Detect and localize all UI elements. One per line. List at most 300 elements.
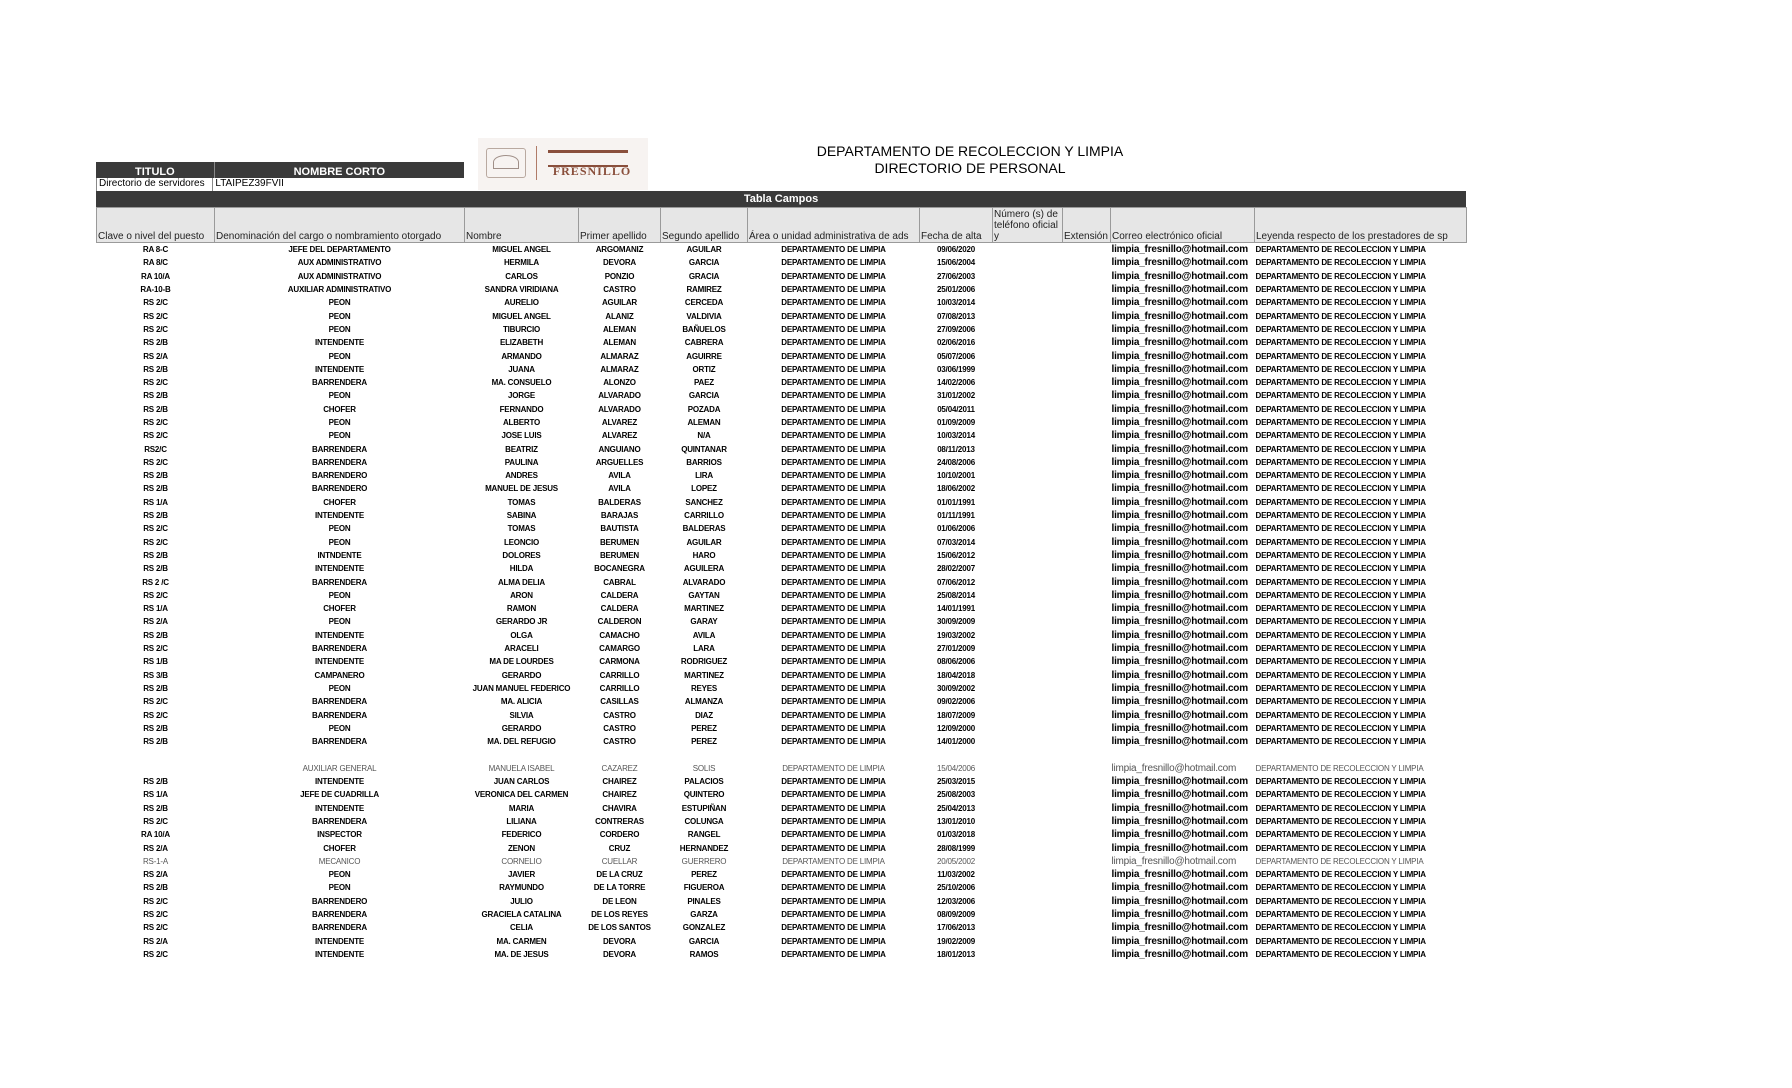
table-row: [97, 695, 1467, 708]
table-cell: 07/03/2014: [936, 537, 976, 547]
table-cell: MA. CONSUELO: [491, 378, 552, 388]
table-cell: limpia_fresnillo@hotmail.com: [1111, 576, 1248, 588]
table-cell: CASTRO: [603, 737, 636, 747]
table-cell: CASTRO: [603, 710, 636, 720]
table-cell: SANDRA VIRIDIANA: [484, 285, 559, 295]
table-cell: [1063, 549, 1111, 562]
table-cell: CHOFER: [323, 497, 356, 507]
table-cell: DEPARTAMENTO DE LIMPIA: [781, 271, 886, 281]
table-cell: AVILA: [608, 471, 631, 481]
table-cell: CALDERA: [600, 590, 639, 600]
table-cell: DEPARTAMENTO DE LIMPIA: [781, 803, 886, 813]
table-cell: 25/01/2006: [936, 285, 976, 295]
table-cell: DEPARTAMENTO DE RECOLECCION Y LIMPIA: [1255, 391, 1426, 401]
table-cell: DEPARTAMENTO DE RECOLECCION Y LIMPIA: [1255, 457, 1426, 467]
table-cell: RS 1/A: [143, 497, 168, 507]
table-cell: INTENDENTE: [314, 630, 365, 640]
table-cell: AUXILIAR GENERAL: [302, 763, 377, 773]
table-cell: RS 2/A: [143, 351, 168, 361]
table-cell: RS 2/C: [143, 311, 168, 321]
table-cell: limpia_fresnillo@hotmail.com: [1111, 549, 1248, 561]
table-cell: DEPARTAMENTO DE LIMPIA: [781, 790, 886, 800]
table-row: [97, 655, 1467, 668]
table-cell: limpia_fresnillo@hotmail.com: [1111, 323, 1248, 335]
table-cell: DEPARTAMENTO DE RECOLECCION Y LIMPIA: [1255, 444, 1426, 454]
table-cell: DEPARTAMENTO DE LIMPIA: [781, 923, 886, 933]
table-cell: MECANICO: [318, 856, 361, 866]
table-cell: DEPARTAMENTO DE LIMPIA: [781, 444, 886, 454]
table-cell: RS 2/B: [143, 338, 168, 348]
table-cell: ARACELI: [504, 644, 539, 654]
table-cell: DEPARTAMENTO DE LIMPIA: [782, 763, 885, 773]
table-cell: ALVARADO: [598, 404, 641, 414]
table-cell: JUAN MANUEL FEDERICO: [472, 683, 571, 693]
table-cell: DEPARTAMENTO DE RECOLECCION Y LIMPIA: [1255, 285, 1426, 295]
table-cell: CAMARGO: [599, 644, 640, 654]
logo-text: FRESNILLO: [552, 164, 632, 178]
table-cell: [661, 748, 748, 761]
table-cell: RS 2/B: [143, 471, 168, 481]
table-cell: limpia_fresnillo@hotmail.com: [1111, 656, 1248, 668]
table-cell: PEON: [328, 524, 351, 534]
table-cell: ARMANDO: [501, 351, 542, 361]
table-cell: ALVAREZ: [601, 431, 638, 441]
table-cell: MA DE LOURDES: [489, 657, 554, 667]
table-cell: DEPARTAMENTO DE LIMPIA: [781, 909, 886, 919]
table-cell: [465, 748, 579, 761]
table-cell: AUX ADMINISTRATIVO: [297, 258, 382, 268]
table-cell: [1063, 669, 1111, 682]
table-cell: AGUILAR: [686, 245, 722, 255]
table-row: [97, 801, 1467, 814]
table-cell: PEON: [328, 617, 351, 627]
table-row: [97, 336, 1467, 349]
table-cell: INTENDENTE: [314, 936, 365, 946]
table-cell: 01/06/2006: [936, 524, 976, 534]
table-cell: limpia_fresnillo@hotmail.com: [1111, 696, 1248, 708]
table-cell: LILIANA: [506, 816, 537, 826]
table-cell: RS 2/B: [143, 803, 168, 813]
titulo-label: TITULO: [96, 162, 215, 178]
table-row: [97, 722, 1467, 735]
table-cell: JAVIER: [507, 870, 536, 880]
table-cell: [993, 376, 1063, 389]
table-cell: RS 2/A: [143, 617, 168, 627]
table-cell: limpia_fresnillo@hotmail.com: [1111, 815, 1248, 827]
table-cell: DEPARTAMENTO DE RECOLECCION Y LIMPIA: [1255, 617, 1426, 627]
table-cell: limpia_fresnillo@hotmail.com: [1111, 736, 1248, 748]
table-cell: [1063, 762, 1111, 775]
table-cell: LARA: [693, 644, 715, 654]
table-cell: MARIA: [508, 803, 535, 813]
table-cell: [1063, 908, 1111, 921]
table-cell: DEPARTAMENTO DE RECOLECCION Y LIMPIA: [1255, 644, 1426, 654]
table-row: [97, 549, 1467, 562]
table-cell: DEPARTAMENTO DE LIMPIA: [781, 683, 886, 693]
table-cell: BARAJAS: [600, 511, 639, 521]
table-cell: DEPARTAMENTO DE RECOLECCION Y LIMPIA: [1255, 497, 1426, 507]
table-cell: RS 2/C: [143, 909, 168, 919]
table-cell: DEPARTAMENTO DE RECOLECCION Y LIMPIA: [1255, 803, 1426, 813]
table-cell: PEON: [328, 391, 351, 401]
table-cell: PEON: [328, 351, 351, 361]
table-cell: DE LA TORRE: [593, 883, 646, 893]
table-row: [97, 615, 1467, 628]
table-cell: DEPARTAMENTO DE LIMPIA: [781, 604, 886, 614]
table-cell: 07/06/2012: [936, 577, 976, 587]
table-cell: DEPARTAMENTO DE LIMPIA: [781, 351, 886, 361]
table-cell: GARAY: [690, 617, 718, 627]
table-cell: [993, 442, 1063, 455]
table-cell: DEPARTAMENTO DE LIMPIA: [781, 870, 886, 880]
table-cell: [1063, 881, 1111, 894]
table-cell: RA 10/A: [141, 271, 170, 281]
table-cell: CRUZ: [608, 843, 631, 853]
table-cell: limpia_fresnillo@hotmail.com: [1111, 523, 1248, 535]
table-cell: BARRENDERA: [312, 457, 367, 467]
table-cell: limpia_fresnillo@hotmail.com: [1111, 682, 1248, 694]
table-cell: 18/01/2013: [936, 949, 976, 959]
table-cell: RS 2/B: [143, 723, 168, 733]
table-row: [97, 828, 1467, 841]
table-cell: CARLOS: [505, 271, 538, 281]
table-cell: RS 2/C: [143, 590, 168, 600]
table-cell: limpia_fresnillo@hotmail.com: [1111, 603, 1248, 615]
table-cell: [993, 642, 1063, 655]
table-cell: limpia_fresnillo@hotmail.com: [1111, 789, 1248, 801]
table-cell: SILVIA: [509, 710, 534, 720]
table-cell: GERARDO JR: [495, 617, 548, 627]
table-cell: QUINTERO: [683, 790, 725, 800]
table-cell: JEFE DEL DEPARTAMENTO: [288, 245, 391, 255]
table-cell: BOCANEGRA: [594, 564, 645, 574]
table-cell: [1063, 562, 1111, 575]
table-cell: limpia_fresnillo@hotmail.com: [1111, 762, 1237, 774]
table-cell: CHAVIRA: [602, 803, 637, 813]
table-row: [97, 788, 1467, 801]
table-cell: AVILA: [608, 484, 631, 494]
table-cell: AURELIO: [504, 298, 539, 308]
table-cell: DEPARTAMENTO DE LIMPIA: [781, 245, 886, 255]
tabla-campos-bar: Tabla Campos: [96, 191, 1466, 207]
table-cell: [1063, 363, 1111, 376]
table-cell: [993, 549, 1063, 562]
table-cell: [993, 669, 1063, 682]
table-cell: DEPARTAMENTO DE RECOLECCION Y LIMPIA: [1255, 311, 1426, 321]
table-cell: 28/02/2007: [936, 564, 976, 574]
table-cell: 17/06/2013: [936, 923, 976, 933]
table-row: [97, 309, 1467, 322]
table-cell: DEPARTAMENTO DE LIMPIA: [781, 816, 886, 826]
table-cell: [993, 895, 1063, 908]
table-cell: JORGE: [507, 391, 535, 401]
table-cell: [1063, 855, 1111, 868]
table-cell: limpia_fresnillo@hotmail.com: [1111, 882, 1248, 894]
table-row: [97, 642, 1467, 655]
table-cell: [1063, 682, 1111, 695]
table-cell: [993, 336, 1063, 349]
table-cell: HERNANDEZ: [679, 843, 729, 853]
table-cell: DEPARTAMENTO DE LIMPIA: [781, 537, 886, 547]
table-cell: [993, 509, 1063, 522]
table-row: [97, 349, 1467, 362]
table-cell: DEPARTAMENTO DE RECOLECCION Y LIMPIA: [1255, 816, 1426, 826]
table-cell: DEPARTAMENTO DE LIMPIA: [781, 577, 886, 587]
table-cell: DEPARTAMENTO DE RECOLECCION Y LIMPIA: [1255, 710, 1426, 720]
table-cell: ALBERTO: [502, 418, 541, 427]
table-cell: [1063, 629, 1111, 642]
table-cell: ALANIZ: [605, 311, 634, 321]
table-cell: PEON: [328, 883, 351, 893]
table-cell: [993, 948, 1063, 961]
table-cell: DEPARTAMENTO DE LIMPIA: [781, 777, 886, 787]
table-cell: BARRENDERO: [311, 484, 368, 494]
table-cell: DEPARTAMENTO DE RECOLECCION Y LIMPIA: [1255, 511, 1426, 521]
column-header: Área o unidad administrativa de ads: [748, 208, 920, 243]
table-cell: limpia_fresnillo@hotmail.com: [1111, 363, 1248, 375]
table-cell: GONZALEZ: [682, 923, 726, 933]
table-cell: RS 2/C: [143, 298, 168, 308]
column-header: Denominación del cargo o nombramiento otorgado: [215, 208, 465, 243]
table-cell: DEPARTAMENTO DE LIMPIA: [781, 949, 886, 959]
table-cell: REYES: [690, 683, 718, 693]
table-cell: [993, 788, 1063, 801]
table-cell: [1063, 722, 1111, 735]
table-cell: PEON: [328, 870, 351, 880]
table-cell: limpia_fresnillo@hotmail.com: [1111, 616, 1248, 628]
table-cell: DEPARTAMENTO DE RECOLECCION Y LIMPIA: [1255, 630, 1426, 640]
table-cell: BERUMEN: [599, 537, 640, 547]
table-cell: INTENDENTE: [314, 338, 365, 348]
table-cell: 13/01/2010: [936, 816, 976, 826]
table-cell: [993, 456, 1063, 469]
table-cell: ALONZO: [603, 378, 636, 388]
table-cell: DEPARTAMENTO DE LIMPIA: [781, 471, 886, 481]
table-cell: CAZAREZ: [601, 763, 638, 773]
table-row: [97, 881, 1467, 894]
table-cell: QUINTANAR: [681, 444, 727, 454]
table-cell: RS 2/C: [143, 524, 168, 534]
table-cell: DEPARTAMENTO DE RECOLECCION Y LIMPIA: [1255, 298, 1426, 308]
table-row: [97, 496, 1467, 509]
table-cell: CALDERON: [597, 617, 642, 627]
table-cell: [1063, 828, 1111, 841]
table-cell: 15/04/2006: [936, 763, 976, 773]
table-cell: DEPARTAMENTO DE RECOLECCION Y LIMPIA: [1255, 936, 1426, 946]
table-cell: [993, 575, 1063, 588]
table-cell: [1063, 376, 1111, 389]
table-cell: limpia_fresnillo@hotmail.com: [1111, 776, 1248, 788]
table-cell: PEON: [328, 324, 351, 334]
table-cell: BARRENDERA: [312, 909, 367, 919]
table-cell: [993, 496, 1063, 509]
table-cell: DEVORA: [602, 949, 637, 959]
table-cell: ALEMAN: [687, 418, 721, 427]
table-row: [97, 283, 1467, 296]
table-cell: 05/07/2006: [936, 351, 976, 361]
table-cell: [993, 522, 1063, 535]
table-cell: [1111, 748, 1255, 761]
table-cell: BARRIOS: [686, 457, 722, 467]
table-cell: RS 2/A: [143, 936, 168, 946]
table-cell: DEPARTAMENTO DE LIMPIA: [781, 338, 886, 348]
table-cell: PONZIO: [604, 271, 635, 281]
title-header-bar: [96, 162, 464, 178]
table-cell: AVILA: [692, 630, 716, 640]
table-cell: [993, 828, 1063, 841]
table-cell: [993, 562, 1063, 575]
table-cell: [993, 403, 1063, 416]
table-cell: HARO: [692, 550, 716, 560]
table-cell: BARRENDERA: [312, 644, 367, 654]
column-header: Nombre: [465, 208, 579, 243]
table-cell: DEPARTAMENTO DE RECOLECCION Y LIMPIA: [1255, 471, 1426, 481]
table-cell: DEPARTAMENTO DE RECOLECCION Y LIMPIA: [1255, 830, 1426, 840]
table-cell: CASTRO: [603, 285, 636, 295]
table-row: [97, 562, 1467, 575]
table-cell: [993, 629, 1063, 642]
table-cell: [993, 283, 1063, 296]
table-cell: GARCIA: [688, 936, 720, 946]
table-cell: PINALES: [687, 896, 721, 906]
table-cell: CORNELIO: [501, 856, 542, 866]
table-cell: [993, 323, 1063, 336]
table-cell: GARZA: [690, 909, 718, 919]
table-cell: OLGA: [510, 630, 533, 640]
table-cell: ZENON: [507, 843, 535, 853]
table-cell: BARRENDERA: [312, 737, 367, 747]
table-cell: 09/06/2020: [936, 245, 976, 255]
table-cell: limpia_fresnillo@hotmail.com: [1111, 629, 1248, 641]
table-cell: DEPARTAMENTO DE RECOLECCION Y LIMPIA: [1255, 683, 1426, 693]
table-cell: PEON: [328, 723, 351, 733]
table-cell: DEPARTAMENTO DE LIMPIA: [781, 710, 886, 720]
table-cell: limpia_fresnillo@hotmail.com: [1111, 390, 1248, 402]
table-cell: AGUIRRE: [686, 351, 722, 361]
table-cell: [1063, 469, 1111, 482]
table-cell: PEREZ: [691, 723, 717, 733]
table-cell: LOPEZ: [691, 484, 717, 494]
table-cell: GARCIA: [688, 391, 720, 401]
table-cell: 14/01/1991: [936, 604, 976, 614]
table-cell: DEPARTAMENTO DE LIMPIA: [781, 617, 886, 627]
table-cell: COLUNGA: [684, 816, 724, 826]
table-cell: [1063, 841, 1111, 854]
table-cell: DOLORES: [502, 550, 541, 560]
table-cell: ALMANZA: [684, 697, 724, 707]
table-cell: MA. ALICIA: [500, 697, 543, 707]
table-cell: INTENDENTE: [314, 564, 365, 574]
table-cell: [748, 748, 920, 761]
table-cell: [993, 469, 1063, 482]
table-cell: RS 2/B: [143, 883, 168, 893]
table-cell: DEPARTAMENTO DE RECOLECCION Y LIMPIA: [1255, 697, 1426, 707]
table-cell: DEPARTAMENTO DE LIMPIA: [781, 311, 886, 321]
table-cell: 25/08/2014: [936, 590, 976, 600]
table-cell: [993, 270, 1063, 283]
table-cell: DEPARTAMENTO DE RECOLECCION Y LIMPIA: [1255, 484, 1426, 494]
nombre-corto-label: NOMBRE CORTO: [215, 162, 464, 178]
table-cell: DE LOS REYES: [591, 909, 648, 919]
table-cell: DEPARTAMENTO DE LIMPIA: [781, 418, 886, 427]
table-cell: [993, 801, 1063, 814]
table-cell: INTNDENTE: [317, 550, 362, 560]
table-cell: INTENDENTE: [314, 803, 365, 813]
table-cell: 27/01/2009: [936, 644, 976, 654]
table-cell: [920, 748, 993, 761]
table-cell: [993, 841, 1063, 854]
table-cell: TIBURCIO: [502, 324, 541, 334]
table-cell: [993, 363, 1063, 376]
table-cell: PEON: [328, 537, 351, 547]
table-cell: DEPARTAMENTO DE LIMPIA: [781, 511, 886, 521]
table-cell: PEON: [328, 683, 351, 693]
table-cell: JOSE LUIS: [501, 431, 542, 441]
table-row: [97, 575, 1467, 588]
table-cell: DEPARTAMENTO DE LIMPIA: [781, 590, 886, 600]
table-cell: 25/04/2013: [936, 803, 976, 813]
table-cell: GERARDO: [501, 723, 542, 733]
document-heading: [760, 143, 1180, 177]
table-cell: GUERRERO: [681, 856, 727, 866]
table-row: [97, 868, 1467, 881]
table-cell: DEPARTAMENTO DE RECOLECCION Y LIMPIA: [1255, 577, 1426, 587]
table-row: [97, 841, 1467, 854]
table-cell: [993, 429, 1063, 442]
table-cell: PEREZ: [691, 737, 717, 747]
table-cell: DEPARTAMENTO DE LIMPIA: [781, 737, 886, 747]
table-cell: 24/08/2006: [936, 457, 976, 467]
table-cell: FEDERICO: [501, 830, 542, 840]
table-cell: DEPARTAMENTO DE LIMPIA: [781, 484, 886, 494]
table-cell: RS 2/C: [143, 537, 168, 547]
table-cell: AUX ADMINISTRATIVO: [297, 271, 382, 281]
column-header: Leyenda respecto de los prestadores de sp: [1255, 208, 1467, 243]
table-row: [97, 948, 1467, 961]
table-cell: PAEZ: [694, 378, 714, 388]
table-cell: LIRA: [695, 471, 713, 481]
fresnillo-logo: [478, 138, 648, 190]
table-cell: 01/03/2018: [936, 830, 976, 840]
table-cell: GAYTAN: [688, 590, 720, 600]
table-row: [97, 908, 1467, 921]
table-cell: [993, 309, 1063, 322]
table-row: [97, 708, 1467, 721]
table-cell: DEPARTAMENTO DE LIMPIA: [781, 657, 886, 667]
table-cell: TOMAS: [507, 497, 536, 507]
table-cell: RODRIGUEZ: [680, 657, 728, 667]
table-cell: DEPARTAMENTO DE RECOLECCION Y LIMPIA: [1255, 564, 1426, 574]
table-cell: RA-10-B: [140, 285, 171, 295]
table-cell: AGUILAR: [686, 537, 722, 547]
column-header: Primer apellido: [579, 208, 661, 243]
table-cell: 09/02/2006: [936, 697, 976, 707]
table-cell: DEPARTAMENTO DE LIMPIA: [781, 378, 886, 388]
table-cell: ANDRES: [505, 471, 538, 481]
table-cell: MA. DE JESUS: [494, 949, 549, 959]
table-cell: PEREZ: [691, 870, 717, 880]
table-row: [97, 323, 1467, 336]
table-cell: CAMPANERO: [314, 670, 365, 680]
table-cell: [993, 762, 1063, 775]
table-cell: RS 1/A: [143, 790, 168, 800]
column-header: Clave o nivel del puesto: [97, 208, 215, 243]
table-cell: RS 3/B: [143, 670, 168, 680]
table-cell: [993, 682, 1063, 695]
table-row: [97, 602, 1467, 615]
table-cell: FERNANDO: [499, 404, 544, 414]
table-row: [97, 921, 1467, 934]
